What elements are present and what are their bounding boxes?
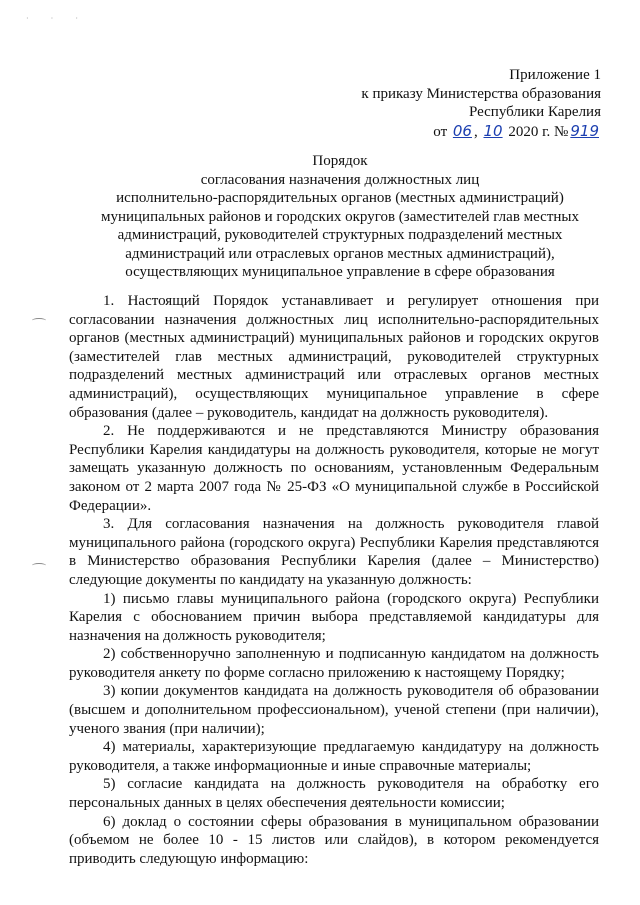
title-heading: Порядок — [312, 153, 368, 169]
margin-mark — [32, 318, 46, 323]
title-line: администраций или отраслевых органов местных администраций), — [125, 245, 555, 262]
appendix-line-2: к приказу Министерства образования — [361, 85, 601, 102]
paragraph: 1. Настоящий Порядок устанавливает и регулирует отношения при согласовании назначения должностных лиц исполнительно-распорядительных органов (местных администраций) муниципальных районов и городских округов (заместителей глав местных администраций, руководителей структурных подразделений местных администраций или отраслевых органов местных администраций), осуществляющих муниципальное управление в сфере образования (далее – руководитель, кандидат на должность руководителя). — [69, 293, 599, 421]
list-item: 1) письмо главы муниципального района (городского округа) Республики Карелия с обоснованием причин выбора представляемой кандидатуры для назначения на должность руководителя; — [69, 590, 599, 644]
appendix-line-3: Республики Карелия — [468, 104, 601, 120]
list-item: 2) собственноручно заполненную и подписанную кандидатом на должность руководителя анкету по форме согласно приложению к настоящему Порядку; — [69, 646, 599, 681]
list-item: 3) копии документов кандидата на должность руководителя об образовании (высшем и дополнительном профессиональном), ученой степени (при наличии), ученого звания (при наличии); — [69, 683, 599, 737]
date-prefix: от — [433, 123, 448, 140]
appendix-line-1: Приложение 1 — [509, 67, 601, 83]
appendix-header — [361, 66, 601, 141]
document-title — [60, 152, 620, 282]
title-line: исполнительно-распорядительных органов (местных администраций) — [116, 190, 564, 206]
title-line: муниципальных районов и городских округов (заместителей глав местных — [100, 208, 579, 225]
list-item: 6) доклад о состоянии сферы образования в муниципальном образовании (объемом не более 10 - 15 листов или слайдов), в котором рекомендуется приводить следующую информацию: — [69, 813, 599, 867]
title-line: осуществляющих муниципальное управление в сфере образования — [125, 264, 555, 280]
date-year: 2020 г. № — [508, 123, 569, 140]
margin-mark — [32, 563, 46, 568]
handwritten-day: 06 — [452, 121, 472, 140]
title-line: администраций, руководителей структурных подразделений местных — [117, 227, 563, 243]
paragraph: 3. Для согласования назначения на должность руководителя главой муниципального района (городского округа) Республики Карелия представляются в Министерство образования Республики Карелия (далее – Министерство) следующие документы по кандидату на указанную должность: — [69, 516, 599, 588]
title-line: согласования назначения должностных лиц — [200, 171, 480, 188]
document-body — [69, 292, 599, 868]
list-item: 5) согласие кандидата на должность руководителя на обработку его персональных данных в целях обеспечения деятельности комиссии; — [69, 776, 599, 812]
handwritten-order-number: 919 — [570, 121, 599, 140]
order-date-line: от 06 , 10 2020 г. № 919 — [433, 121, 599, 140]
scan-artifact: · · · — [26, 14, 88, 23]
paragraph: 2. Не поддерживаются и не представляются Министру образования Республики Карелия кандидатуры на должность руководителя, которые не могут замещать указанную должность по основаниям, установленным Федеральным законом от 2 марта 2007 года № 25-ФЗ «О муниципальной службе в Российской Федерации». — [69, 423, 599, 514]
handwritten-month: 10 — [483, 121, 503, 140]
list-item: 4) материалы, характеризующие предлагаемую кандидатуру на должность руководителя, а также информационные и иные справочные материалы; — [69, 739, 599, 774]
